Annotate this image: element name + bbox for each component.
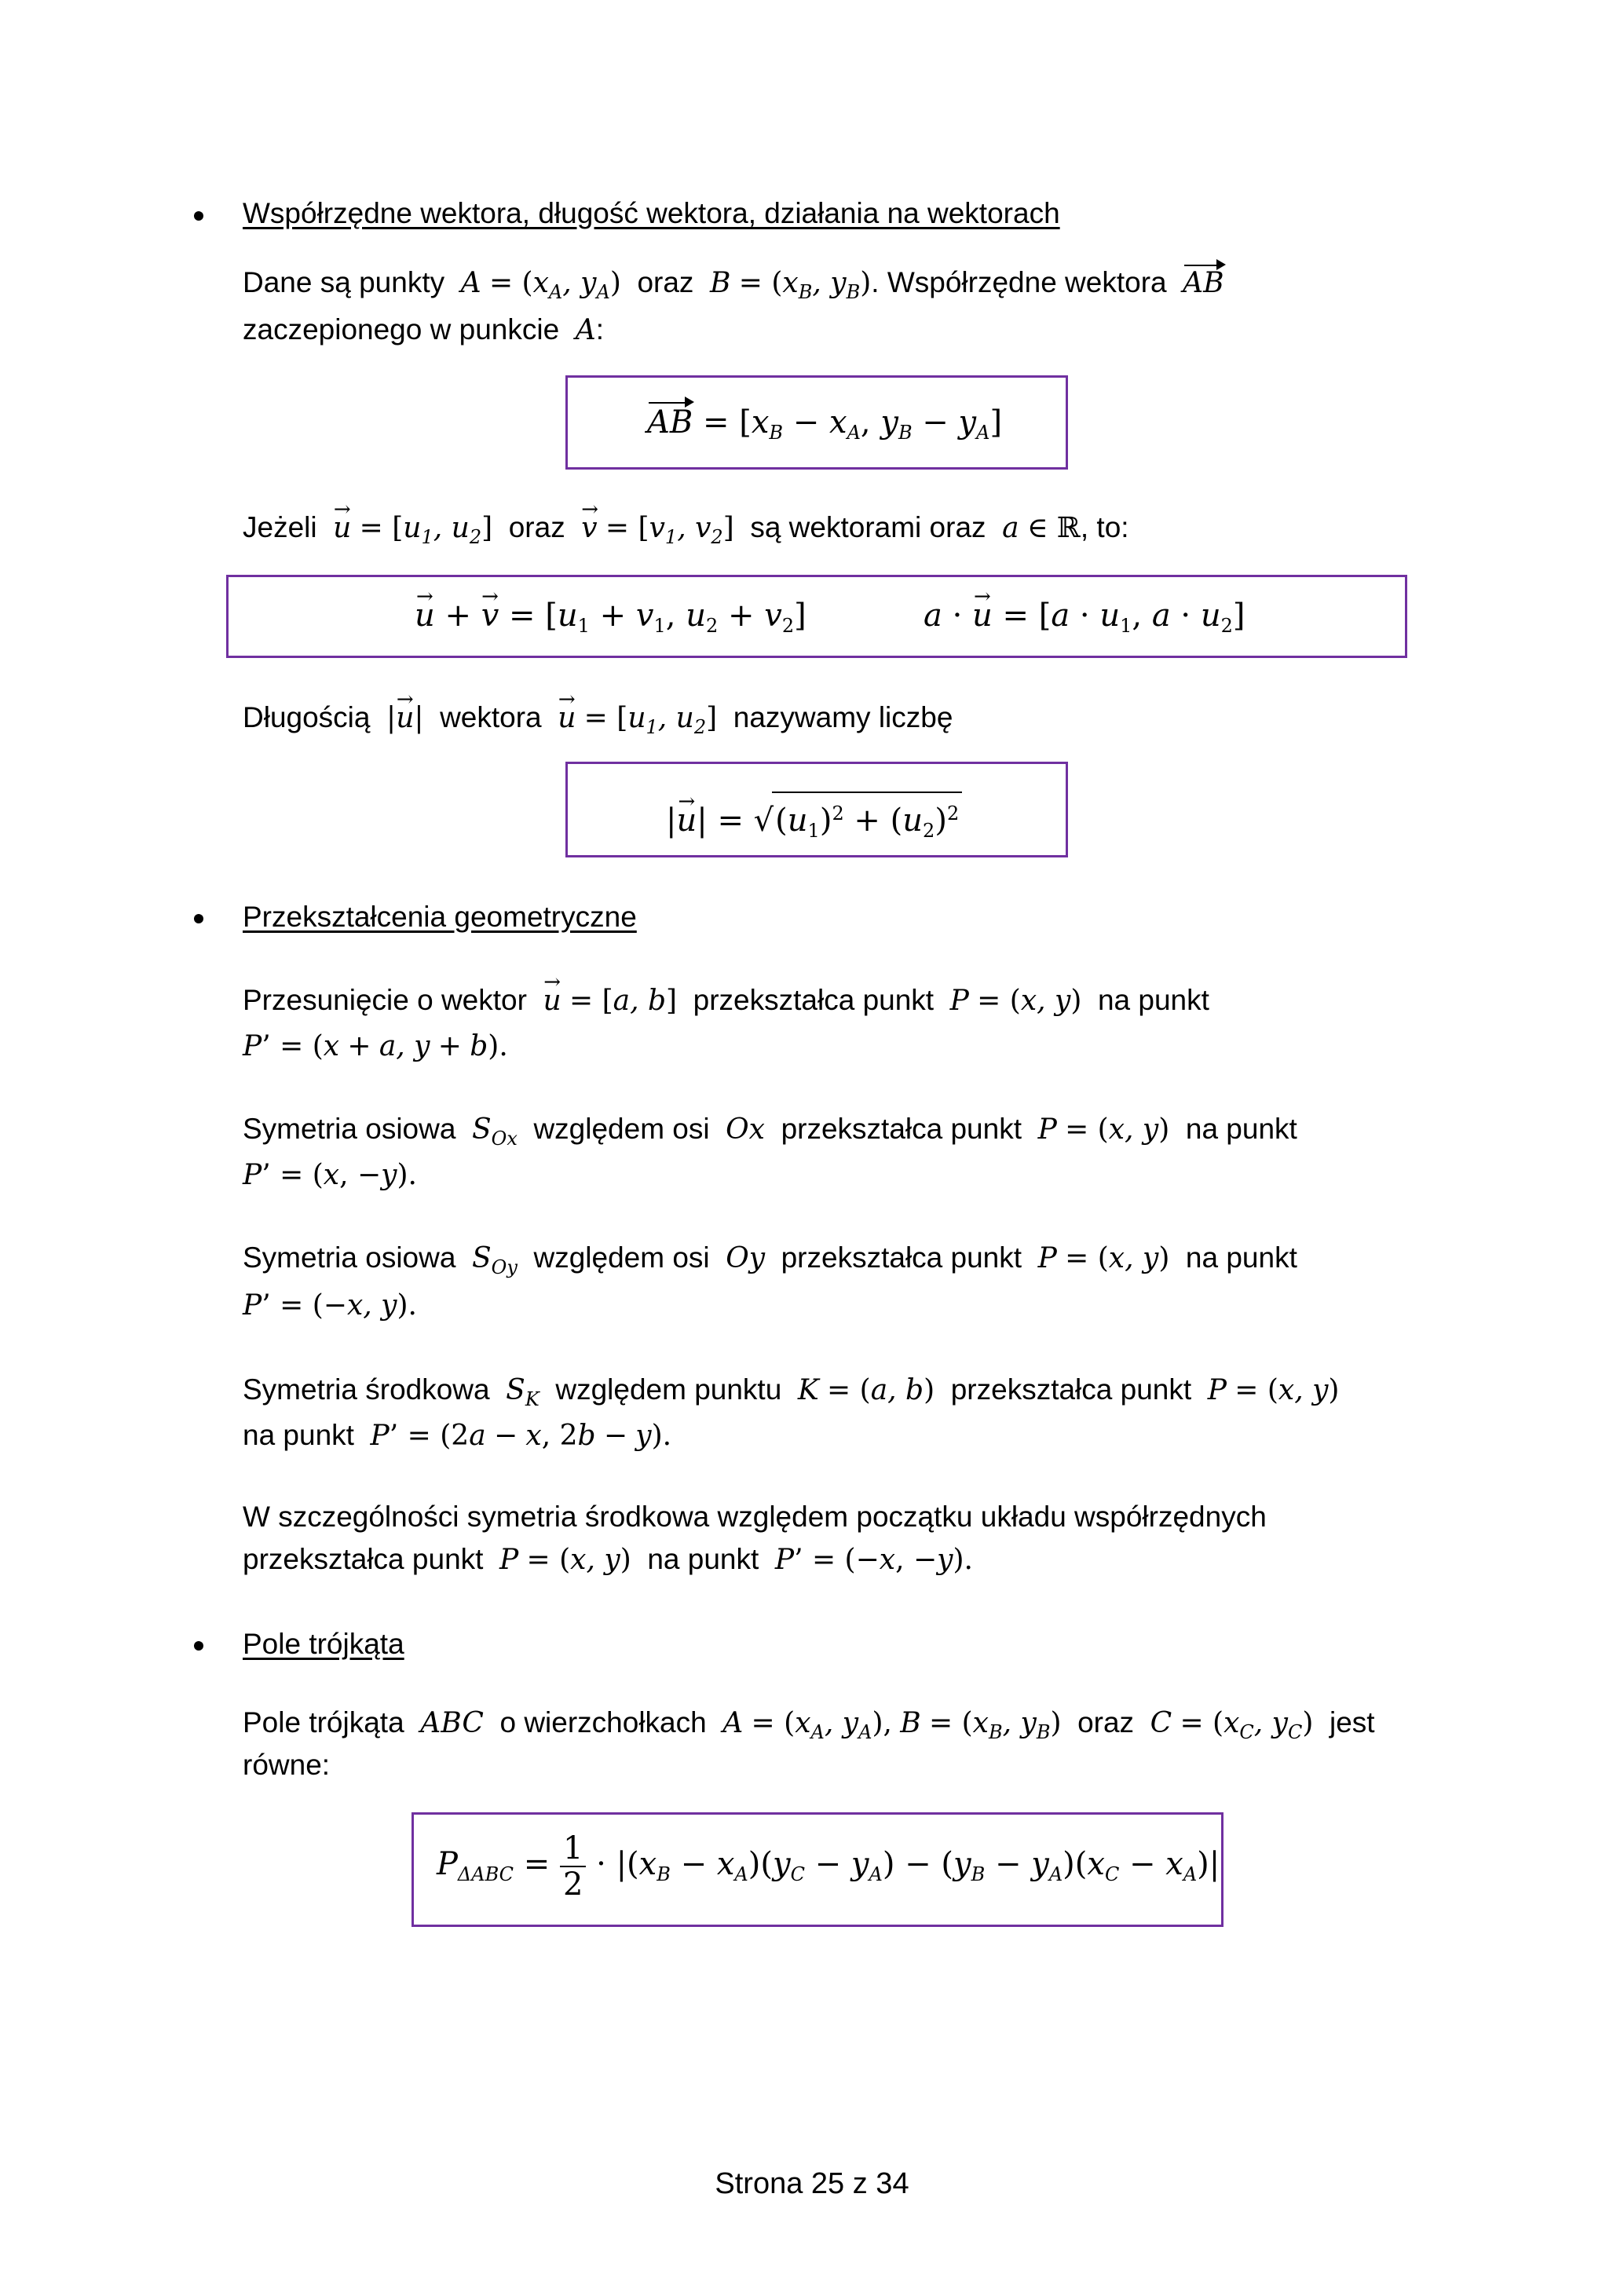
paragraph-symmetry-origin-cont: przekształca punkt P = (x, y) na punkt P’ = (−x, −y). <box>243 1543 973 1576</box>
formula-vector-coords: AB = [$x_B - x_A$, $y_B - y_A$] <box>647 404 1003 444</box>
page-footer: Strona 25 z 34 <box>715 2167 909 2200</box>
paragraph-symmetry-central: Symetria środkowa $S_K$ względem punktu K = (a, b) przekształca punkt P = (x, y) <box>243 1373 1340 1410</box>
paragraph-vector-length: Długością |→ u| wektora → $u = [u_1$, $u_2$] nazywamy liczbę <box>243 700 953 744</box>
section-heading-vectors: Współrzędne wektora, długość wektora, działania na wektorach <box>243 197 1060 229</box>
paragraph-triangle-area-cont: równe: <box>243 1749 331 1781</box>
paragraph-triangle-area: Pole trójkąta ABC o wierzchołkach $A = (x_A$, $y_A$), $B = (x_B$, $y_B$) oraz $C = (x_C$, $y_C$) jest <box>243 1706 1375 1743</box>
paragraph-symmetry-ox-cont: P’ = (x, −y). <box>243 1159 417 1191</box>
formula-scalar-mult: a · → $u = [a \cdot u_1$, $a \cdot u_2$] <box>924 597 1245 645</box>
paragraph-symmetry-oy: Symetria osiowa $S_{Oy}$ względem osi Oy przekształca punkt P = (x, y) na punkt <box>243 1241 1297 1278</box>
paragraph-symmetry-origin: W szczególności symetria środkowa względem początku układu współrzędnych <box>243 1501 1267 1533</box>
paragraph-vector-ops: Jeżeli → $u = [u_1$, $u_2$] oraz → $v = [v_1$, $v_2$] są wektorami oraz a ∈ ℝ, to: <box>243 510 1129 554</box>
section-heading-transforms: Przekształcenia geometryczne <box>243 901 637 933</box>
paragraph-shift: Przesunięcie o wektor → u = [a, b] przekształca punkt P = (x, y) na punkt <box>243 983 1209 1018</box>
paragraph-symmetry-ox: Symetria osiowa $S_{Ox}$ względem osi Ox przekształca punkt P = (x, y) na punkt <box>243 1113 1297 1150</box>
bullet <box>194 914 203 923</box>
section-heading-triangle: Pole trójkąta <box>243 1628 404 1660</box>
paragraph-vector-intro-cont: zaczepionego w punkcie A: <box>243 313 604 346</box>
paragraph-shift-cont: P’ = (x + a, y + b). <box>243 1030 508 1062</box>
paragraph-vector-intro: Dane są punkty $A = (x_A$, $y_A$) oraz $B = (x_B$, $y_B$). Współrzędne wektora AB <box>243 266 1224 303</box>
formula-triangle-area: $P_{\Delta ABC}$ = $\frac{1}{2}$ · $|(x_B - x_A)(y_C - y_A) - (y_B - y_A)(x_C - x_A)|$ <box>437 1830 1220 1903</box>
formula-vector-length: |→ $u| = √(u_1)^2 + (u_2)^2$ <box>666 792 962 850</box>
paragraph-symmetry-oy-cont: P’ = (−x, y). <box>243 1289 417 1322</box>
formula-vector-sum: → u + → $v = [u_1 + v_1$, $u_2 + v_2$] <box>415 597 807 645</box>
bullet <box>194 211 203 221</box>
bullet <box>194 1641 203 1651</box>
paragraph-symmetry-central-cont: na punkt P’ = (2a − x, 2b − y). <box>243 1419 672 1452</box>
